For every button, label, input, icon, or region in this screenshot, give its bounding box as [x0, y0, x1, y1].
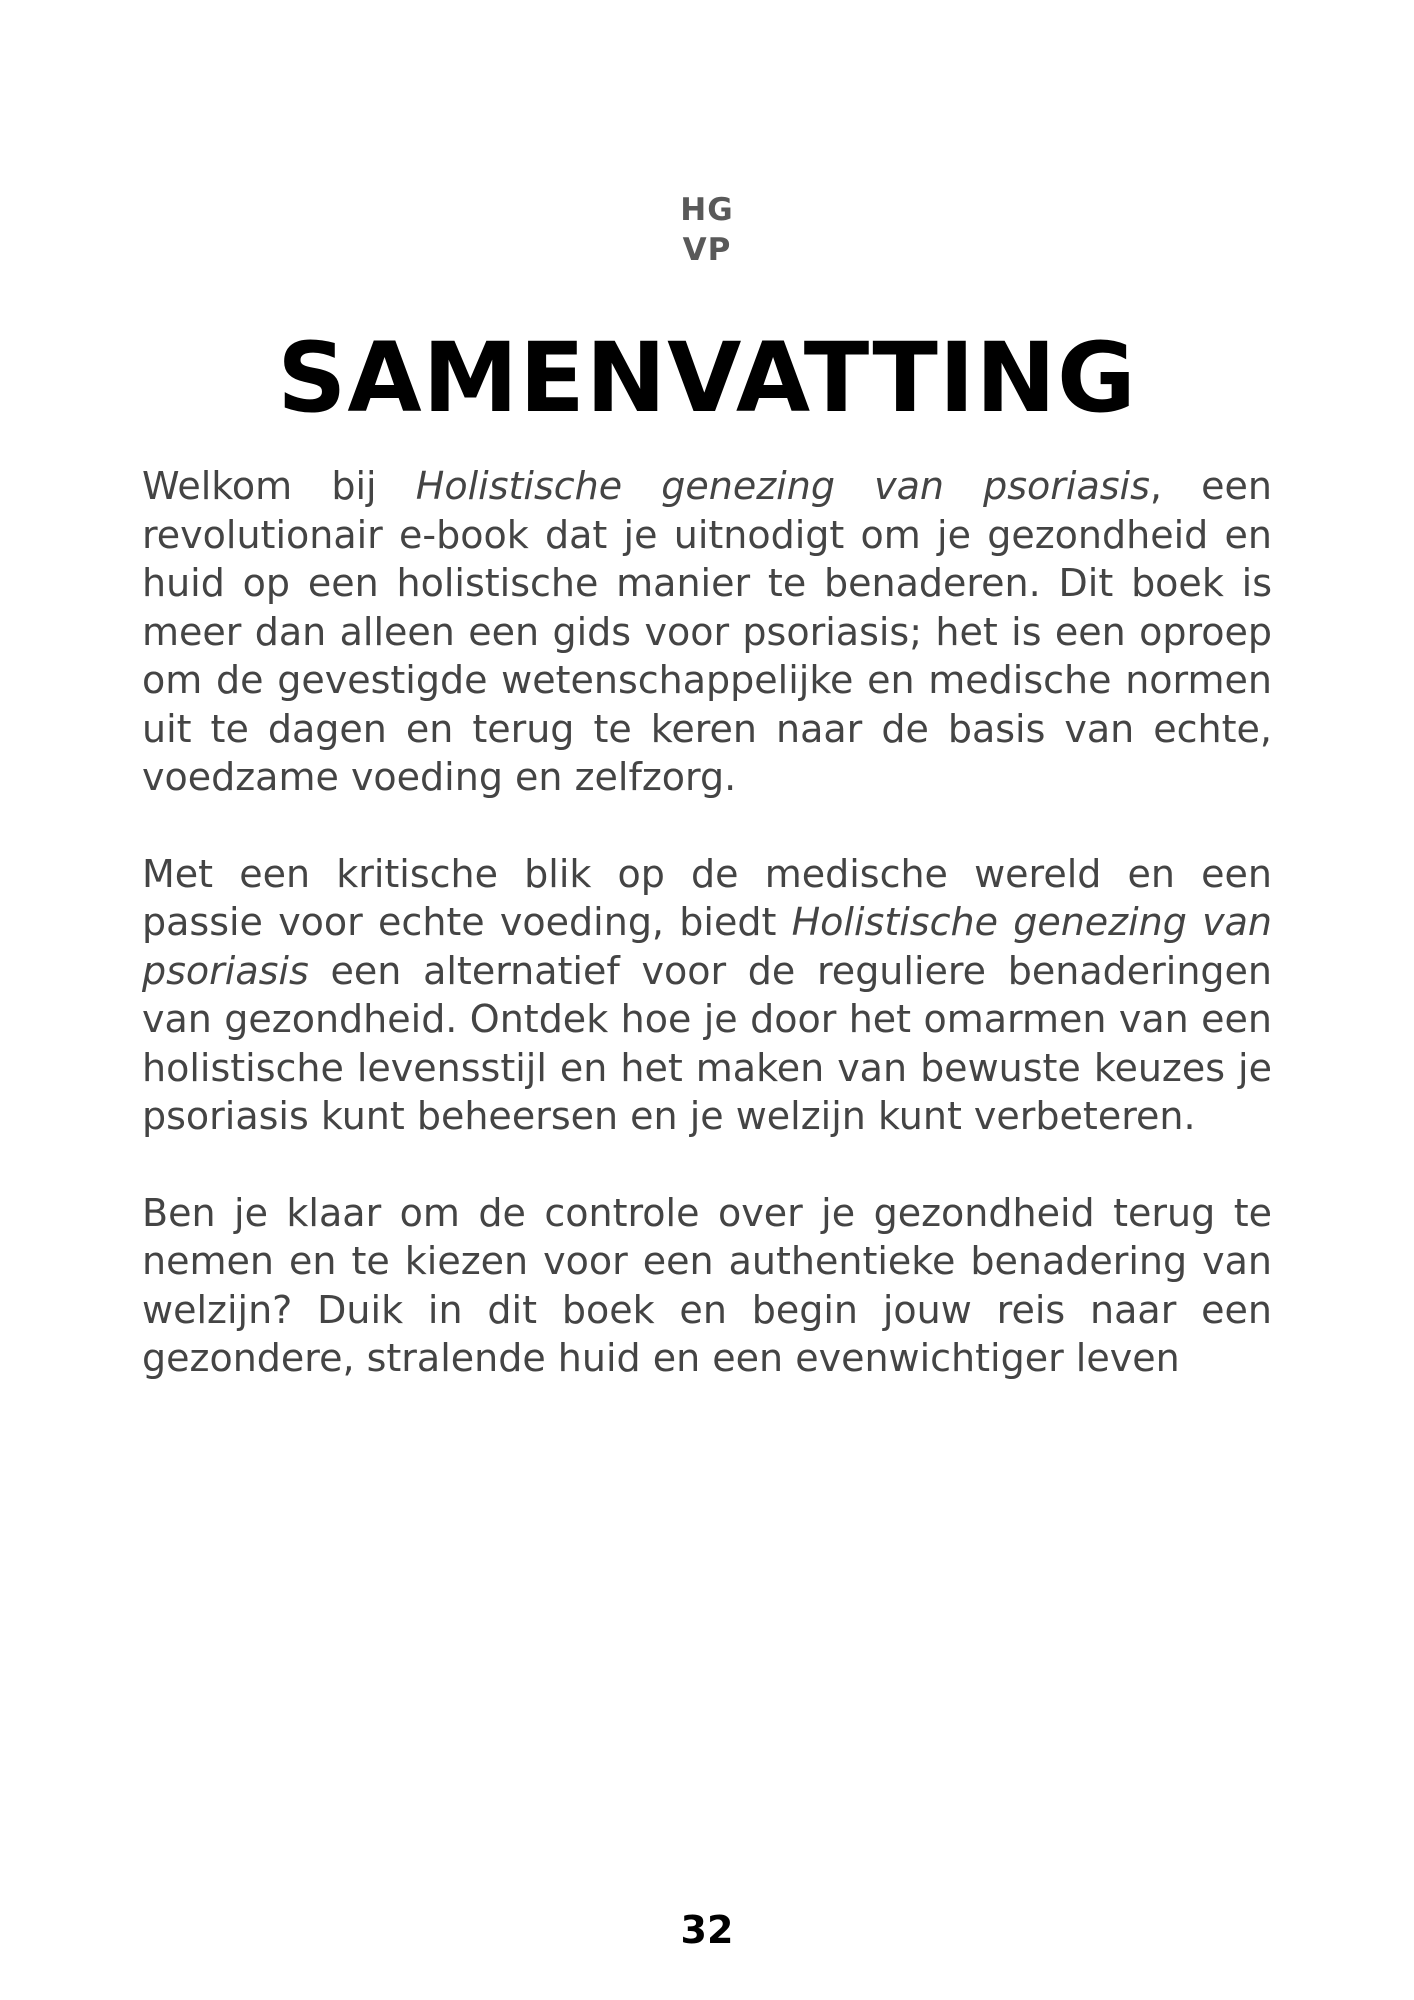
book-title-italic: Holistische genezing van psoriasis [415, 464, 1150, 508]
monogram-line-1: HG [680, 192, 734, 228]
page-title: SAMENVATTING [277, 322, 1137, 434]
page-number: 32 [680, 1908, 734, 1952]
paragraph-2 [142, 850, 1272, 1141]
paragraph-3: Ben je klaar om de controle over je gezondheid terug te nemen en te kiezen voor een authentieke benadering van welzijn? Duik in dit boek en begin jouw reis naar een gezondere, stralende huid en een evenwichtiger leven [142, 1190, 1272, 1380]
summary-body [142, 462, 1272, 1431]
paragraph-2-text-end: een alternatief voor de reguliere benaderingen van gezondheid. Ontdek hoe je door het omarmen van een holistische levensstijl en het maken van bewuste keuzes je psoriasis kunt beheersen en je welzijn kunt verbeteren. [142, 948, 1272, 1138]
paragraph-1-text-end: , een revolutionair e-book dat je uitnodigt om je gezondheid en huid op een holistische manier te benaderen. Dit boek is meer dan alleen een gids voor psoriasis; het is een oproep om de gevestigde wetenschappelijke en medische normen uit te dagen en terug te keren naar de basis van echte, voedzame voeding en zelfzorg. [142, 464, 1273, 799]
paragraph-1 [142, 462, 1272, 802]
paragraph-1-text-start: Welkom bij [142, 464, 416, 508]
book-title-italic: Holistische genezing van psoriasis [142, 900, 1272, 993]
monogram-line-2: VP [682, 232, 732, 268]
paragraph-2-text-start: Met een kritische blik op de medische wereld en een passie voor echte voeding, biedt [142, 851, 1272, 944]
